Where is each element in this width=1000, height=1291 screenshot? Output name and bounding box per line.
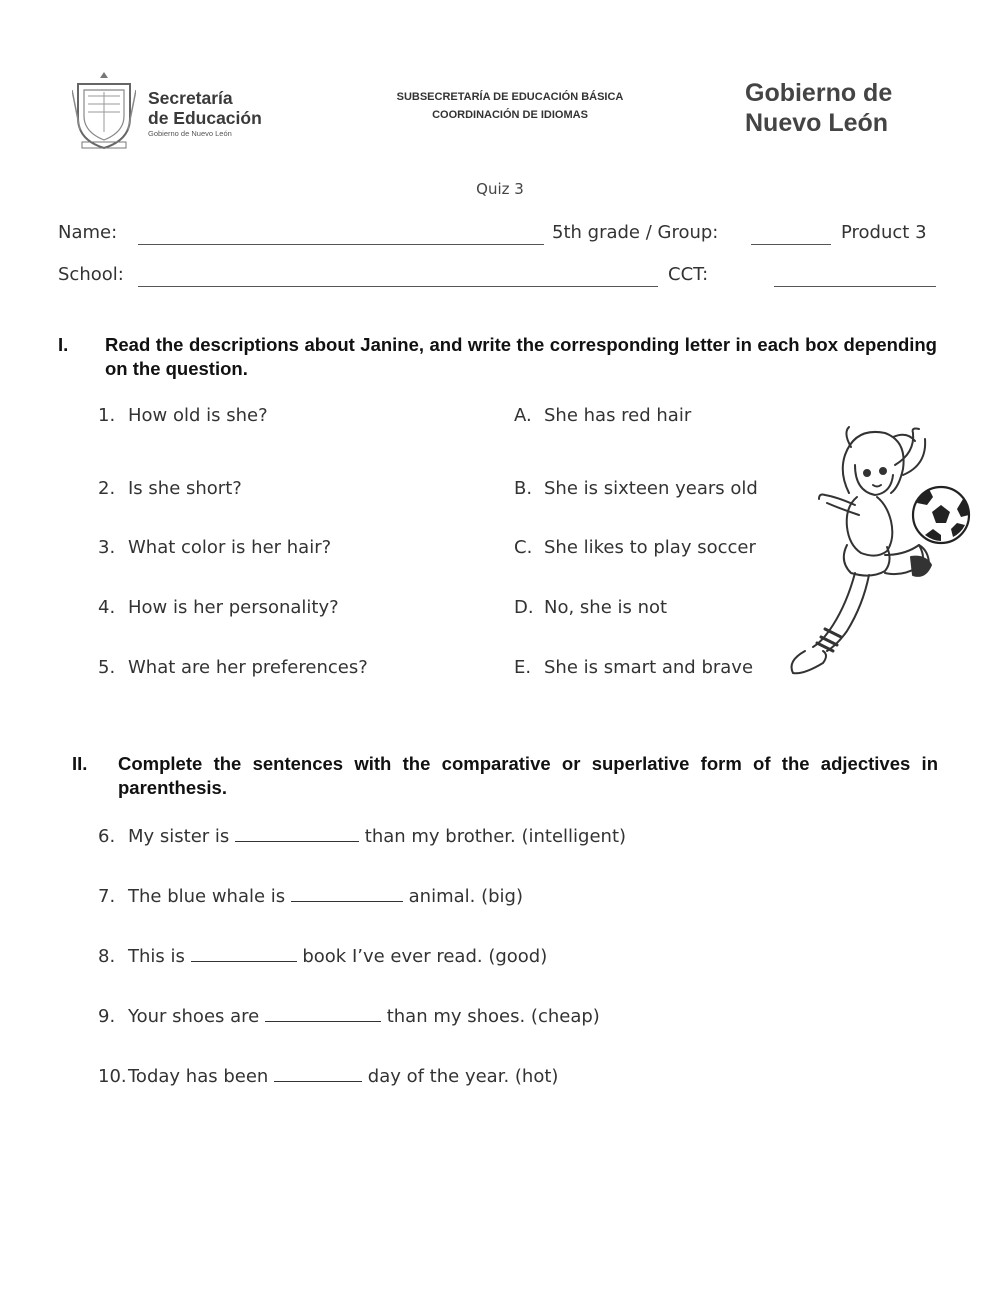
question-3: 3. What color is her hair? [98, 537, 332, 558]
product-label: Product 3 [841, 222, 927, 243]
question-4: 4. How is her personality? [98, 597, 339, 618]
subsecretaria-heading: SUBSECRETARÍA DE EDUCACIÓN BÁSICA [396, 91, 624, 103]
answer-blank-10[interactable] [274, 1064, 362, 1082]
sentence-9: 9. Your shoes are than my shoes. (cheap) [98, 1006, 600, 1027]
answer-blank-8[interactable] [191, 944, 297, 962]
school-input-line[interactable] [138, 286, 658, 287]
sentence-10: 10.Today has been day of the year. (hot) [98, 1066, 559, 1087]
section-2-number: II. [72, 753, 88, 774]
quiz-title: Quiz 3 [476, 180, 524, 198]
answer-c: C. She likes to play soccer [514, 537, 756, 558]
grade-group-label: 5th grade / Group: [552, 222, 719, 243]
answer-blank-6[interactable] [235, 824, 359, 842]
sentence-6: 6. My sister is than my brother. (intelligent) [98, 826, 627, 847]
coat-of-arms-icon [72, 70, 136, 152]
sentence-8: 8. This is book I’ve ever read. (good) [98, 946, 548, 967]
section-1-instruction: Read the descriptions about Janine, and write the corresponding letter in each box depending on the question. [105, 334, 937, 379]
question-2: 2. Is she short? [98, 478, 242, 499]
section-2-instruction: Complete the sentences with the comparative or superlative form of the adjectives in parenthesis. [118, 753, 938, 798]
school-label: School: [58, 264, 124, 285]
name-label: Name: [58, 222, 118, 243]
secretaria-logo-text: Secretaría de Educación [148, 88, 262, 128]
answer-a: A. She has red hair [514, 405, 692, 426]
answer-b: B. She is sixteen years old [514, 478, 758, 499]
question-5: 5. What are her preferences? [98, 657, 368, 678]
cct-input-line[interactable] [774, 286, 936, 287]
name-input-line[interactable] [138, 244, 544, 245]
soccer-girl-illustration [775, 425, 975, 690]
question-1: 1. How old is she? [98, 405, 268, 426]
answer-blank-7[interactable] [291, 884, 403, 902]
soccer-ball-icon [913, 487, 969, 543]
answer-d: D. No, she is not [514, 597, 668, 618]
gobierno-logo-text: Gobierno de Nuevo León [745, 79, 893, 137]
answer-e: E. She is smart and brave [514, 657, 754, 678]
sentence-7: 7. The blue whale is animal. (big) [98, 886, 523, 907]
secretaria-subtitle: Gobierno de Nuevo León [148, 129, 232, 138]
section-1-number: I. [58, 334, 69, 355]
cct-label: CCT: [668, 264, 709, 285]
group-input-line[interactable] [751, 244, 831, 245]
coordinacion-heading: COORDINACIÓN DE IDIOMAS [432, 109, 588, 121]
answer-blank-9[interactable] [265, 1004, 381, 1022]
